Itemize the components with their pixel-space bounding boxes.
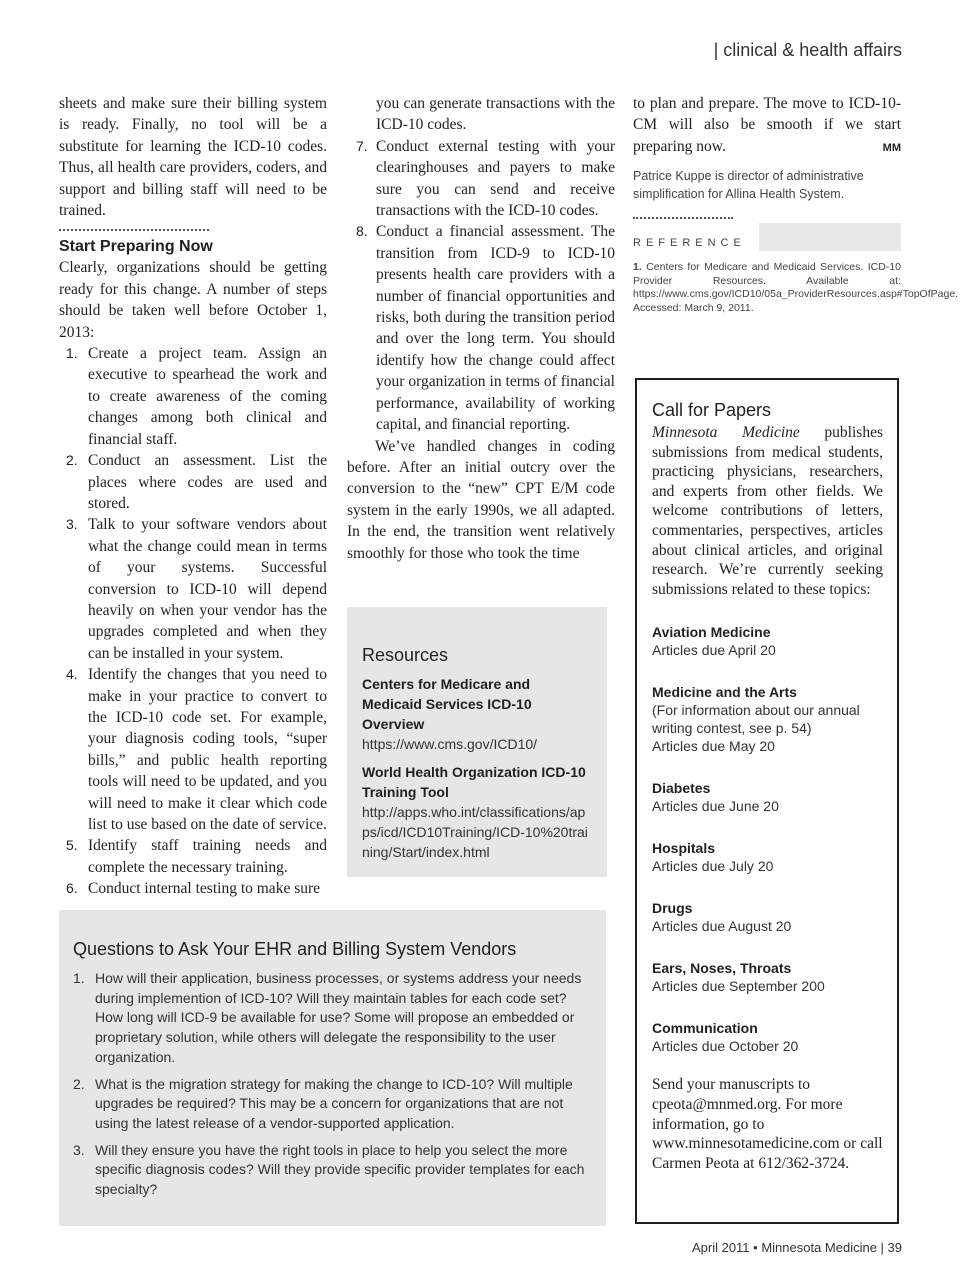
- topic-detail: Articles due June 20: [652, 798, 779, 815]
- list-item: [73, 1075, 590, 1134]
- topic-item: [652, 959, 883, 995]
- reference-number: 1.: [633, 261, 642, 274]
- topic-detail: Articles due August 20: [652, 918, 792, 935]
- final-paragraph-text: to plan and prepare. The move to ICD-10-CM will also be smooth if we start preparing now.: [633, 95, 901, 155]
- topic-item: [652, 899, 883, 935]
- list-item: [59, 835, 327, 878]
- section-divider: [59, 229, 209, 231]
- article-column-1: [59, 93, 327, 900]
- topic-detail: Articles due September 200: [652, 978, 825, 995]
- list-text: Conduct an assessment. List the places where codes are used and stored.: [88, 452, 327, 512]
- list-number: 6.: [66, 880, 78, 897]
- list-number: 2.: [73, 1075, 85, 1092]
- topic-item: [652, 779, 883, 815]
- list-text: Talk to your software vendors about what the change could mean in terms of your systems. Successful conversion to ICD-10 will depend heavily on when your vendor has the upgrades completed and when they can be installed in your system.: [88, 516, 327, 662]
- topic-detail: Articles due October 20: [652, 1038, 799, 1055]
- call-for-papers-title: Call for Papers: [652, 400, 772, 420]
- list-item: [59, 514, 327, 664]
- list-text: What is the migration strategy for making the change to ICD-10? Will multiple upgrades be required? This may be a concern for organizations that are not using the latest release of a vendor-supported application.: [95, 1075, 573, 1131]
- reference-entry: [633, 261, 959, 315]
- topic-item: [652, 683, 883, 755]
- topic-item: [652, 839, 883, 875]
- resources-box: [347, 607, 607, 877]
- resource-name: World Health Organization ICD-10 Training Tool: [362, 764, 586, 800]
- column-1-intro: sheets and make sure their billing system is ready. Finally, no tool will be a substitute for learning the ICD-10 codes. Thus, all health care providers, coders, and support and billing staff will need to be trained.: [59, 95, 327, 220]
- list-item: [59, 450, 327, 514]
- list-number: 2.: [66, 452, 78, 469]
- list-item: [59, 878, 327, 899]
- page-footer: April 2011 • Minnesota Medicine | 39: [691, 1240, 902, 1255]
- topic-name: Hospitals: [652, 840, 716, 857]
- vendor-questions-box: [59, 910, 606, 1226]
- list-number: 3.: [73, 1141, 85, 1158]
- resources-title: Resources: [362, 645, 449, 665]
- final-paragraph: [633, 93, 901, 157]
- reference-header: [633, 223, 901, 251]
- reference-bar: [759, 223, 901, 251]
- list-number: 1.: [66, 345, 78, 362]
- section-heading: Start Preparing Now: [59, 238, 213, 256]
- author-bio: Patrice Kuppe is director of administrative simplification for Allina Health System.: [633, 169, 864, 202]
- list-text: Identify staff training needs and complete the necessary training.: [88, 837, 327, 876]
- resource-link[interactable]: http://apps.who.int/classifications/apps/icd/ICD10Training/ICD-10%20training/Start/index.html: [362, 804, 588, 860]
- call-for-papers-box: [635, 378, 899, 1224]
- running-header: | clinical & health affairs: [713, 40, 902, 60]
- closing-paragraph: We’ve handled changes in coding before. After an initial outcry over the conversion to the “new” CPT E/M code system in the early 1990s, we all adapted. In the end, the transition went relatively smoothly for those who took the time: [347, 437, 615, 562]
- list-text: Conduct internal testing to make sure: [88, 880, 321, 898]
- list-item: [59, 343, 327, 450]
- list-item: [347, 136, 615, 222]
- end-mark: MM: [882, 141, 901, 154]
- reference-text: Centers for Medicare and Medicaid Services. ICD-10 Provider Resources. Available at: https://www.cms.gov/ICD10/05a_ProviderResources.asp#TopOfPage. Accessed: March 9, 2011.: [633, 261, 959, 314]
- list-item: [73, 1141, 590, 1200]
- steps-list-continued: [347, 136, 615, 436]
- list-item: [59, 664, 327, 835]
- resource-name: Centers for Medicare and Medicaid Services ICD-10 Overview: [362, 676, 532, 732]
- list-text: How will their application, business processes, or systems address your needs during implemention of ICD-10? Will they maintain tables for each code set? How long will ICD-9 be available for use? Some will propose an embedded or proprietary solution, while others will delegate the responsibility to the user organization.: [95, 970, 582, 1065]
- list-text: Identify the changes that you need to make in your practice to convert to the ICD-10 code set. For example, your diagnosis coding tools, “super bills,” and public health reporting tools will need to be updated, and you will need to make it clear which code list to use based on the date of service.: [88, 666, 327, 833]
- topic-detail: Articles due April 20: [652, 642, 776, 659]
- resource-link[interactable]: https://www.cms.gov/ICD10/: [362, 736, 538, 752]
- list-text: Conduct a financial assessment. The transition from ICD-9 to ICD-10 presents health care providers with a number of financial opportunities and risks, both during the transition period and over the long term. You should identify how the change could affect your organization in terms of financial performance, availability of working capital, and financial reporting.: [376, 223, 615, 434]
- list-number: 7.: [356, 137, 368, 154]
- list-number: 5.: [66, 837, 78, 854]
- list-text: Conduct external testing with your clearinghouses and payers to make sure you can send and receive transactions with the ICD-10 codes.: [376, 137, 615, 220]
- list-number: 3.: [66, 516, 78, 533]
- section-paragraph: Clearly, organizations should be getting ready for this change. A number of steps should be taken well before October 1, 2013:: [59, 259, 327, 341]
- steps-list: [59, 343, 327, 900]
- submission-instructions: Send your manuscripts to cpeota@mnmed.org. For more information, go to www.minnesotamedicine.com or call Carmen Peota at 612/362-3724.: [652, 1076, 883, 1172]
- vendor-questions-list: [73, 969, 590, 1200]
- list-number: 8.: [356, 223, 368, 240]
- reference-divider: [633, 217, 733, 219]
- topic-name: Medicine and the Arts: [652, 684, 797, 701]
- list-text: Will they ensure you have the right tools in place to help you select the more specific diagnosis codes? Will they provide specific provider templates for each specialty?: [95, 1141, 585, 1198]
- list-number: 4.: [66, 666, 78, 683]
- list-item: [347, 221, 615, 435]
- list-item: [73, 969, 590, 1068]
- vendor-questions-title: Questions to Ask Your EHR and Billing System Vendors: [73, 939, 517, 959]
- topic-detail: (For information about our annual writing contest, see p. 54): [652, 702, 860, 737]
- article-column-3: [633, 93, 959, 315]
- topic-name: Aviation Medicine: [652, 624, 771, 641]
- call-for-papers-intro-text: publishes submissions from medical students, practicing physicians, researchers, and experts from other fields. We welcome contributions of letters, commentaries, perspectives, articles about clinical articles, and original research. We’re currently seeking submissions related to these topics:: [652, 424, 883, 598]
- topic-detail: Articles due July 20: [652, 858, 774, 875]
- call-for-papers-intro: [652, 423, 883, 599]
- topic-name: Ears, Noses, Throats: [652, 960, 792, 977]
- topic-item: [652, 623, 883, 659]
- topic-name: Diabetes: [652, 780, 711, 797]
- topic-name: Drugs: [652, 900, 693, 917]
- list-number: 1.: [73, 970, 85, 986]
- reference-label: REFERENCE: [633, 237, 746, 250]
- topic-detail: Articles due May 20: [652, 738, 775, 755]
- list-text: Create a project team. Assign an executive to spearhead the work and to create awareness of the coming changes among both clinical and financial staff.: [88, 345, 327, 448]
- topic-item: [652, 1019, 883, 1055]
- journal-name: Minnesota Medicine: [652, 424, 800, 441]
- article-column-2: [347, 93, 615, 564]
- topic-name: Communication: [652, 1020, 758, 1037]
- list-continuation: you can generate transactions with the ICD-10 codes.: [376, 95, 615, 134]
